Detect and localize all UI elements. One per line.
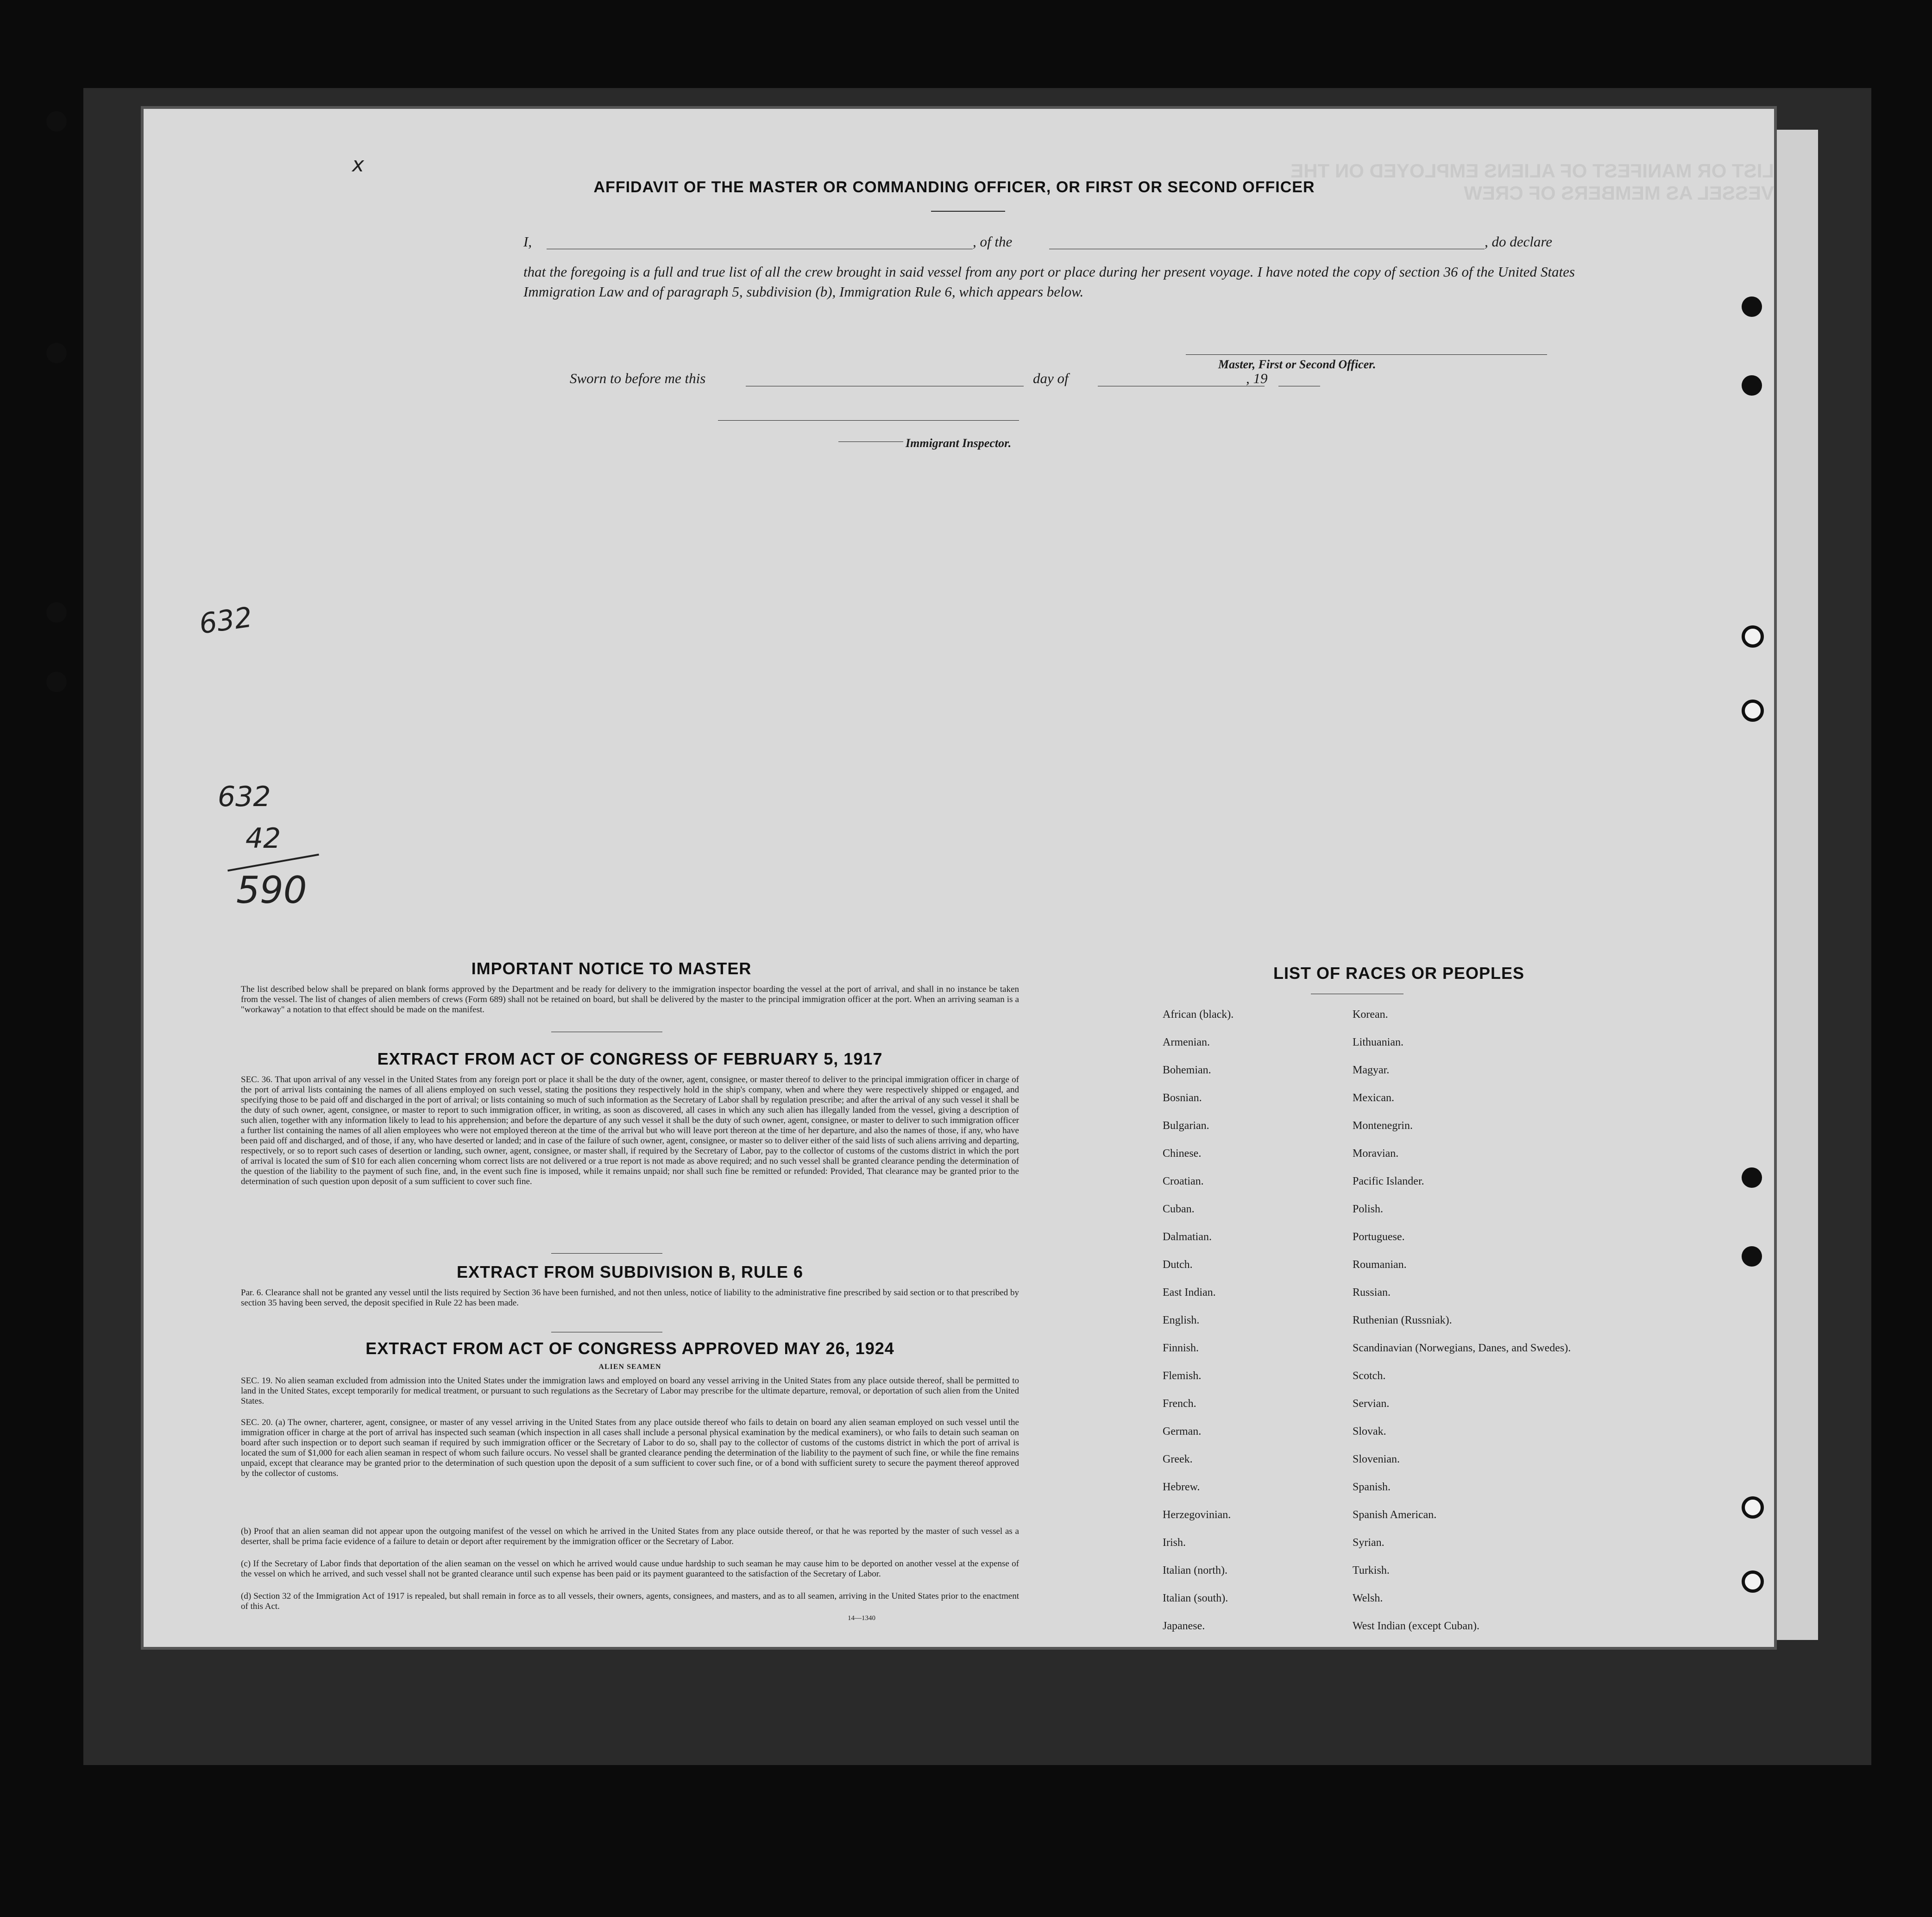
race-item: Dalmatian. [1163, 1231, 1212, 1243]
affidavit-i: I, [523, 233, 532, 250]
race-item: Polish. [1353, 1203, 1384, 1215]
race-item: Korean. [1353, 1009, 1388, 1021]
affidavit-of-the: , of the [973, 233, 1013, 250]
form-number: 14—1340 [848, 1614, 875, 1622]
race-item: East Indian. [1163, 1286, 1216, 1299]
inspector-signature-line [718, 420, 1019, 421]
race-item: West Indian (except Cuban). [1353, 1620, 1479, 1632]
binder-hole [1742, 375, 1762, 396]
sworn-text: Sworn to before me this [570, 370, 706, 386]
extract-1917-divider [551, 1253, 662, 1254]
race-item: Roumanian. [1353, 1259, 1407, 1271]
binder-hole [1742, 296, 1762, 317]
race-item: Greek. [1163, 1453, 1193, 1465]
race-item: Slovenian. [1353, 1453, 1400, 1465]
day-of-text: day of [1033, 370, 1069, 386]
inspector-dotted-line [838, 441, 903, 442]
race-item: Dutch. [1163, 1259, 1193, 1271]
race-item: Magyar. [1353, 1064, 1390, 1076]
affidavit-body: that the foregoing is a full and true list of all the crew brought in said vessel from any port or place during her present voyage. I have noted the copy of section 36 of the United States Immigration Law and of paragraph 5, subdivision (b), Immigration Rule 6, which appears below. [523, 264, 1575, 300]
manifest-page [144, 109, 1774, 1647]
race-item: Italian (south). [1163, 1592, 1228, 1604]
race-item: Cuban. [1163, 1203, 1195, 1215]
race-item: Japanese. [1163, 1620, 1205, 1632]
race-item: Italian (north). [1163, 1564, 1227, 1576]
race-item: Bosnian. [1163, 1092, 1202, 1104]
binder-hole [46, 602, 67, 623]
races-title: LIST OF RACES OR PEOPLES [1273, 964, 1525, 983]
year-text: , 19 [1246, 370, 1268, 386]
race-item: Scandinavian (Norwegians, Danes, and Swedes). [1353, 1342, 1571, 1354]
race-item: Ruthenian (Russniak). [1353, 1314, 1452, 1326]
binder-hole [1742, 700, 1764, 722]
race-item: Chinese. [1163, 1148, 1202, 1160]
binder-hole [1742, 1167, 1762, 1188]
section-20c-text: (c) If the Secretary of Labor finds that deportation of the alien seaman on the vessel on which he arrived would cause undue hardship to such seaman he may cause him to be deported on another vessel at the expense of the vessel on which he arrived, and such vessel shall not be granted clearance until such expense has been paid or its payment guaranteed to the satisfaction of the Secretary of Labor. [241, 1559, 1019, 1579]
master-signature-caption: Master, First or Second Officer. [1218, 358, 1376, 371]
race-item: Pacific Islander. [1353, 1175, 1424, 1187]
binder-hole [46, 672, 67, 692]
race-item: Flemish. [1163, 1370, 1202, 1382]
handwritten-number-result: 590 [236, 869, 307, 912]
handwritten-number-top: 632 [197, 601, 254, 641]
binder-hole [46, 343, 67, 363]
race-item: Croatian. [1163, 1175, 1204, 1187]
binder-hole [46, 111, 67, 132]
underlying-page-edge [1774, 130, 1818, 1640]
race-item: Turkish. [1353, 1564, 1390, 1576]
race-item: Spanish American. [1353, 1509, 1437, 1521]
race-item: Scotch. [1353, 1370, 1386, 1382]
race-item: English. [1163, 1314, 1200, 1326]
race-item: Bulgarian. [1163, 1120, 1209, 1132]
race-item: Lithuanian. [1353, 1036, 1403, 1048]
notice-text: The list described below shall be prepared on blank forms approved by the Department and be ready for delivery to the immigration inspector boarding the vessel at the port of arrival, and shall in no instance be taken from the vessel. The list of changes of alien members of crews (Form 689) shall not be retained on board, but shall be delivered by the master to the principal immigration officer at the port. When an arriving seaman is a "workaway" a notation to that effect should be made on the manifest. [241, 984, 1019, 1015]
race-item: Moravian. [1353, 1148, 1399, 1160]
race-item: Bohemian. [1163, 1064, 1211, 1076]
handwritten-number-sum-a: 632 [218, 781, 271, 813]
races-column-2 [1353, 1008, 1584, 1647]
races-column-1 [1163, 1008, 1348, 1647]
race-item: German. [1163, 1425, 1202, 1438]
race-item: Irish. [1163, 1537, 1186, 1549]
race-item: Finnish. [1163, 1342, 1199, 1354]
section-20d-text: (d) Section 32 of the Immigration Act of 1917 is repealed, but shall remain in force as to all vessels, their owners, agents, consignees, and masters, and as to all seamen, arriving in the United States prior to the enactment of this Act. [241, 1591, 1019, 1611]
binder-hole [1742, 1496, 1764, 1519]
binder-hole [1742, 1246, 1762, 1267]
race-item: African (black). [1163, 1009, 1234, 1021]
race-item: Montenegrin. [1353, 1120, 1413, 1132]
extract-1917-text: SEC. 36. That upon arrival of any vessel in the United States from any foreign port or place it shall be the duty of the owner, agent, consignee, or master thereof to deliver to the principal immigration officer in charge of the port of arrival lists containing the names of all aliens employed on such vessel, stating the positions they respectively hold in the ship's company, when and where they were respectively shipped or engaged, and specifying those to be paid off and discharged in the port of arrival; or lists containing so much of such information as the Secretary of Labor shall by regulation prescribe; and after the arrival of any such vessel it shall be the duty of such owner, agent, consignee, or master to report to such immigration officer, in writing, as soon as discovered, all cases in which any such alien has illegally landed from the vessel, giving a description of such alien, together with any information likely to lead to his apprehension; and before the departure of any such vessel it shall be the duty of such owner, agent, consignee, or master to deliver to such immigration officer a further list containing the names of all alien employees who were not employed thereon at the time of the arrival but who will leave port thereon at the time of her departure, and also the names of those, if any, who have been paid off and discharged, and of those, if any, who have deserted or landed; and in case of the failure of such owner, agent, consignee, or master so to deliver either of the said lists of such aliens arriving and departing, respectively, or so to report such cases of desertion or landing, such owner, agent, consignee, or master shall, if required by the Secretary of Labor, pay to the collector of customs of the customs district in which the port of arrival is located the sum of $10 for each alien concerning whom correct lists are not delivered or a true report is not made as above required; and no such vessel shall be granted clearance pending the determination of the question of the liability to the payment of such fine, and, in the event such fine is imposed, while it remains unpaid; nor shall such fine be remitted or refunded: Provided, That clearance may be granted prior to the determination of such question upon deposit of a sum sufficient to cover such fine. [241, 1075, 1019, 1186]
bleed-through-header: LIST OR MANIFEST OF ALIENS EMPLOYED ON THE VESSEL AS MEMBERS OF CREW [1290, 160, 1774, 204]
race-item: Mexican. [1353, 1092, 1394, 1104]
section-20b-text: (b) Proof that an alien seaman did not appear upon the outgoing manifest of the vessel on which he arrived in the United States from any place outside thereof, or that he was reported by the master of such vessel as a deserter, shall be prima facie evidence of a failure to detain or deport after requirement by the immigration officer or the Secretary of Labor. [241, 1526, 1019, 1546]
alien-seamen-subtitle: ALIEN SEAMEN [598, 1363, 661, 1371]
race-item: Russian. [1353, 1286, 1391, 1299]
subdivision-b-text: Par. 6. Clearance shall not be granted any vessel until the lists required by Section 36 have been furnished, and not then unless, notice of liability to the administrative fine prescribed by said section or to that prescribed by section 35 having been served, the deposit specified in Rule 22 has been made. [241, 1288, 1019, 1308]
affidavit-do-declare: , do declare [1485, 233, 1553, 250]
race-item: Servian. [1353, 1398, 1390, 1410]
race-item: Welsh. [1353, 1592, 1383, 1604]
handwritten-number-sum-b: 42 [245, 822, 281, 855]
extract-1917-title: EXTRACT FROM ACT OF CONGRESS OF FEBRUARY 5, 1917 [377, 1049, 883, 1068]
section-19-text: SEC. 19. No alien seaman excluded from admission into the United States under the immigration laws and employed on board any vessel arriving in the United States from any place outside thereof, shall be permitted to land in the United States, except temporarily for medical treatment, or pursuant to such regulations as the Secretary of Labor may prescribe for the ultimate departure, removal, or deportation of such alien from the United States. [241, 1376, 1019, 1406]
inspector-caption: Immigrant Inspector. [906, 436, 1012, 450]
notice-title: IMPORTANT NOTICE TO MASTER [471, 959, 752, 978]
race-item: Armenian. [1163, 1036, 1210, 1048]
handwritten-x-mark: x [352, 153, 365, 177]
section-20a-text: SEC. 20. (a) The owner, charterer, agent, consignee, or master of any vessel arriving in the United States from any place outside thereof who fails to detain on board any alien seaman employed on such vessel until the immigration officer in charge at the port of arrival has inspected such seaman (which inspection in all cases shall include a personal physical examination by the medical examiners), or who fails to detain such seaman on board after such inspection or to deport such seaman if required by such immigration officer or the Secretary of Labor to do so, shall pay to the collector of customs of the customs district in which the port of arrival is located the sum of $1,000 for each alien seaman in respect of whom such failure occurs. No vessel shall be granted clearance pending the determination of the liability to the payment of such fine, or while the fine remains unpaid, except that clearance may be granted prior to the determination of such question upon the deposit of a sum sufficient to cover such fine, or of a bond with sufficient surety to secure the payment thereof approved by the collector of customs. [241, 1418, 1019, 1478]
binder-hole [1742, 1570, 1764, 1593]
title-underline [931, 211, 1005, 212]
affidavit-title: AFFIDAVIT OF THE MASTER OR COMMANDING OFFICER, OR FIRST OR SECOND OFFICER [593, 178, 1315, 196]
extract-1924-title: EXTRACT FROM ACT OF CONGRESS APPROVED MAY 26, 1924 [365, 1339, 894, 1358]
race-item: Syrian. [1353, 1537, 1384, 1549]
race-item: Herzegovinian. [1163, 1509, 1231, 1521]
race-item: Spanish. [1353, 1481, 1391, 1493]
binder-hole [1742, 625, 1764, 648]
race-item: Slovak. [1353, 1425, 1386, 1438]
race-item: Portuguese. [1353, 1231, 1405, 1243]
race-item: French. [1163, 1398, 1196, 1410]
race-item: Hebrew. [1163, 1481, 1200, 1493]
subdivision-b-title: EXTRACT FROM SUBDIVISION B, RULE 6 [456, 1262, 804, 1281]
